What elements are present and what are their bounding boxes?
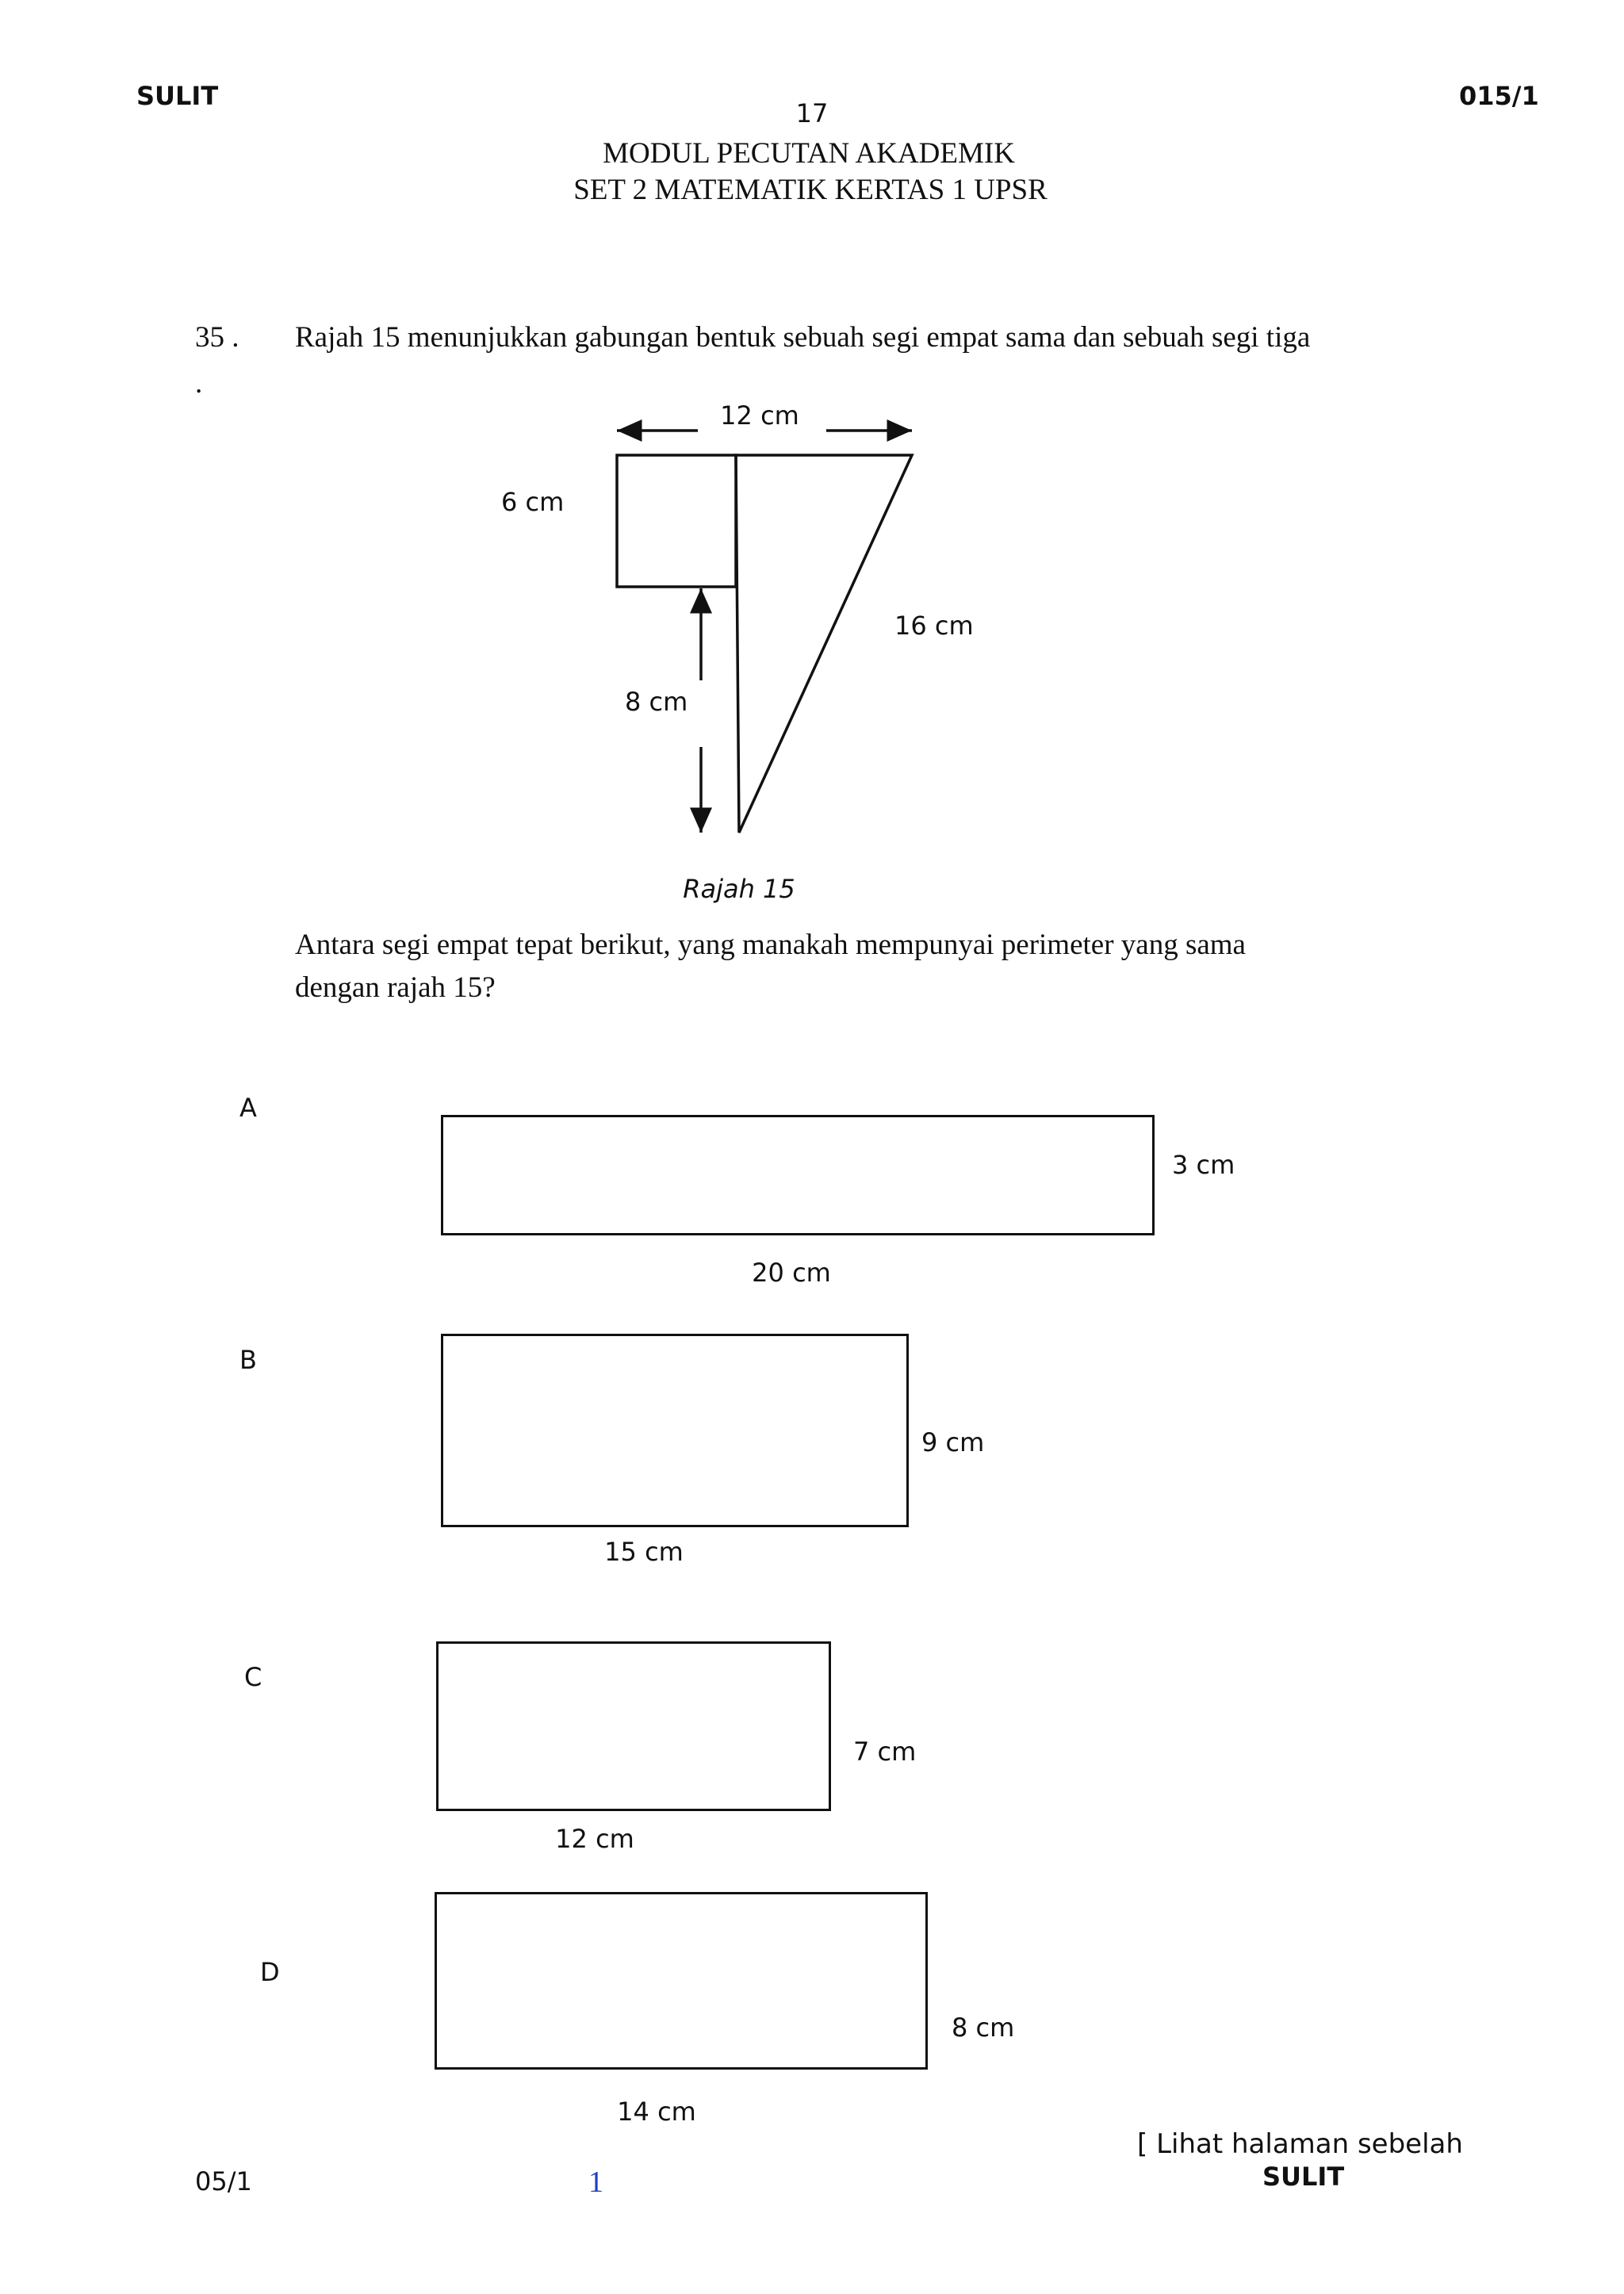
header-right-code: 015/1 — [1459, 81, 1539, 111]
option-d-rectangle[interactable] — [435, 1892, 928, 2070]
option-b-letter[interactable]: B — [239, 1345, 257, 1375]
footer-next-page-note: [ Lihat halaman sebelah — [1137, 2128, 1463, 2160]
question-prompt-line1: Antara segi empat tepat berikut, yang manakah mempunyai perimeter yang sama — [295, 929, 1246, 961]
triangle-shape — [736, 455, 912, 833]
option-d-width-label: 14 cm — [617, 2097, 696, 2127]
label-top-width: 12 cm — [720, 400, 799, 431]
page-number: 17 — [795, 98, 829, 128]
question-text: Rajah 15 menunjukkan gabungan bentuk sebuah segi empat sama dan sebuah segi tiga — [295, 321, 1311, 354]
option-b-rectangle[interactable] — [441, 1334, 909, 1527]
footer-right-sulit: SULIT — [1262, 2162, 1345, 2192]
option-b-width-label: 15 cm — [604, 1537, 684, 1567]
footer-left-code: 05/1 — [195, 2166, 252, 2196]
question-number: 35 . — [195, 321, 239, 354]
option-c-rectangle[interactable] — [436, 1641, 831, 1811]
option-c-width-label: 12 cm — [555, 1824, 634, 1854]
header-left-sulit: SULIT — [136, 81, 219, 111]
square-shape — [617, 455, 736, 587]
option-d-height-label: 8 cm — [952, 2013, 1015, 2043]
question-prompt-line2: dengan rajah 15? — [295, 971, 496, 1004]
option-b-height-label: 9 cm — [921, 1427, 985, 1457]
option-a-height-label: 3 cm — [1172, 1150, 1235, 1180]
footer-page-indicator: 1 — [588, 2166, 603, 2199]
module-subtitle: SET 2 MATEMATIK KERTAS 1 UPSR — [573, 174, 1048, 206]
option-a-rectangle[interactable] — [441, 1115, 1155, 1235]
option-c-letter[interactable]: C — [244, 1662, 262, 1692]
option-a-width-label: 20 cm — [752, 1258, 831, 1288]
label-vertical: 8 cm — [625, 687, 688, 717]
option-a-letter[interactable]: A — [239, 1093, 257, 1123]
module-title: MODUL PECUTAN AKADEMIK — [603, 137, 1015, 170]
question-number-dot: . — [195, 367, 203, 400]
option-c-height-label: 7 cm — [853, 1737, 917, 1767]
option-d-letter[interactable]: D — [260, 1957, 280, 1987]
label-hypotenuse: 16 cm — [894, 611, 974, 641]
label-square-side: 6 cm — [501, 487, 565, 517]
figure-caption: Rajah 15 — [683, 874, 795, 904]
